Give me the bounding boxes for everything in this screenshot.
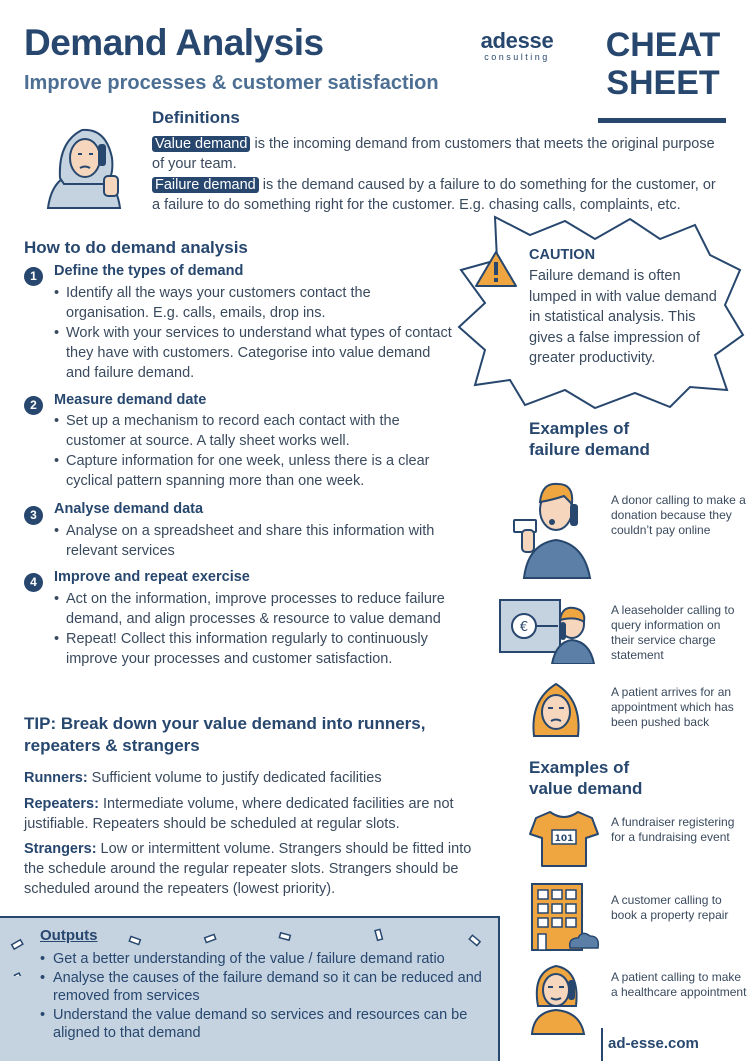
failure-examples-heading-line2: failure demand [529, 440, 650, 459]
page-title: Demand Analysis [24, 22, 324, 63]
footer-url: ad-esse.com [608, 1035, 699, 1052]
value-example-2-caption: A customer calling to book a property repair [611, 893, 729, 922]
svg-text:€: € [519, 620, 529, 635]
strangers-paragraph [24, 839, 494, 899]
value-demand-text: is the incoming demand from customers that meets the original purpose of your team. [152, 136, 715, 172]
value-example-1-caption: A fundraiser registering for a fundraising event [611, 815, 735, 844]
step-3-number: 3 [24, 506, 43, 525]
failure-examples-heading [529, 418, 650, 460]
step-1-bullets [54, 283, 454, 383]
value-examples-heading-line2: value demand [529, 779, 643, 798]
failure-example-1-caption: A donor calling to make a donation because they couldn’t pay online [611, 493, 746, 537]
how-to-heading: How to do demand analysis [24, 238, 248, 257]
step-2-bullets [54, 411, 454, 491]
brand-tagline: consulting [484, 52, 550, 62]
tshirt-icon [528, 808, 600, 870]
list-item: • Get a better understanding of the value / failure demand ratio [40, 950, 488, 969]
list-item: • Act on the information, improve processes to reduce failure demand, and align processes & resource to value demand [54, 589, 464, 629]
woman-on-phone-icon [34, 118, 138, 210]
repeaters-label: Repeaters: [24, 796, 99, 812]
building-icon [530, 882, 600, 952]
runners-label: Runners: [24, 770, 88, 786]
value-example-3-caption: A patient calling to make a healthcare appointment [611, 970, 747, 999]
cheat-word: CHEAT [605, 26, 721, 64]
runners-paragraph [24, 768, 494, 788]
brand-name: adesse [480, 28, 554, 53]
worried-patient-icon [528, 676, 584, 740]
step-2-number: 2 [24, 396, 43, 415]
definitions-heading: Definitions [152, 108, 240, 127]
step-2-title: Measure demand date [54, 392, 207, 408]
step-1-title: Define the types of demand [54, 263, 244, 279]
failure-demand-term: Failure demand [152, 177, 259, 193]
tip-heading: TIP: Break down your value demand into runners, repeaters & strangers [24, 714, 426, 755]
value-examples-heading [529, 757, 642, 799]
list-item: • Identify all the ways your customers contact the organisation. E.g. calls, emails, drop ins. [54, 283, 454, 323]
step-4-number: 4 [24, 573, 43, 592]
list-item: • Work with your services to understand what types of contact they have with customers. Categorise into value demand and failure demand. [54, 323, 454, 383]
failure-example-2-caption: A leaseholder calling to query information on their service charge statement [611, 603, 735, 662]
caution-title: CAUTION [529, 247, 596, 263]
caution-text: Failure demand is often lumped in with value demand in statistical analysis. This gives a false impression of greater productivity. [529, 268, 717, 366]
step-3-bullets [54, 521, 464, 561]
repeaters-paragraph [24, 794, 494, 834]
outputs-list [40, 950, 488, 1043]
step-4-bullets [54, 589, 464, 669]
list-item: • Analyse on a spreadsheet and share this information with relevant services [54, 521, 464, 561]
list-item: • Analyse the causes of the failure demand so it can be reduced and removed from services [40, 969, 488, 1006]
failure-demand-text: is the demand caused by a failure to do something for the customer, or a failure to do something right for the customer. E.g. chasing calls, complaints, etc. [152, 177, 716, 213]
tshirt-label: 101 [554, 834, 574, 844]
warning-triangle-icon [474, 250, 518, 288]
step-3-title: Analyse demand data [54, 501, 204, 517]
step-4-title: Improve and repeat exercise [54, 569, 250, 585]
failure-demand-definition [152, 175, 722, 215]
page-subtitle: Improve processes & customer satisfaction [24, 72, 439, 94]
donor-on-phone-icon [512, 468, 602, 580]
value-demand-term: Value demand [152, 136, 250, 152]
value-examples-heading-line1: Examples of [529, 758, 630, 777]
patient-on-phone-icon [524, 958, 590, 1036]
runners-text: Sufficient volume to justify dedicated facilities [87, 770, 382, 786]
list-item: • Repeat! Collect this information regularly to continuously improve your processes and customer satisfaction. [54, 629, 464, 669]
cheat-sheet-label [596, 26, 730, 102]
list-item: • Understand the value demand so services and resources can be aligned to that demand [40, 1006, 488, 1043]
outputs-title: Outputs [40, 927, 98, 944]
failure-example-3-caption: A patient arrives for an appointment which has been pushed back [611, 685, 734, 729]
leaseholder-on-phone-icon [498, 598, 598, 664]
step-1-number: 1 [24, 267, 43, 286]
cheat-sheet-underline [598, 118, 726, 123]
list-item: • Set up a mechanism to record each contact with the customer at source. A tally sheet works well. [54, 411, 454, 451]
sheet-word: SHEET [606, 64, 720, 102]
list-item: • Capture information for one week, unless there is a clear cyclical pattern spanning more than one week. [54, 451, 454, 491]
repeaters-text: Intermediate volume, where dedicated facilities are not justifiable. Repeaters should be scheduled at regular slots. [24, 796, 454, 832]
strangers-label: Strangers: [24, 841, 97, 857]
value-demand-definition [152, 134, 722, 174]
strangers-text: Low or intermittent volume. Strangers should be fitted into the schedule around the regular repeater slots. Strangers should be scheduled around the repeaters (lowest priority). [24, 841, 472, 897]
failure-examples-heading-line1: Examples of [529, 419, 630, 438]
brand-logo [462, 28, 572, 62]
footer-divider [601, 1028, 603, 1061]
